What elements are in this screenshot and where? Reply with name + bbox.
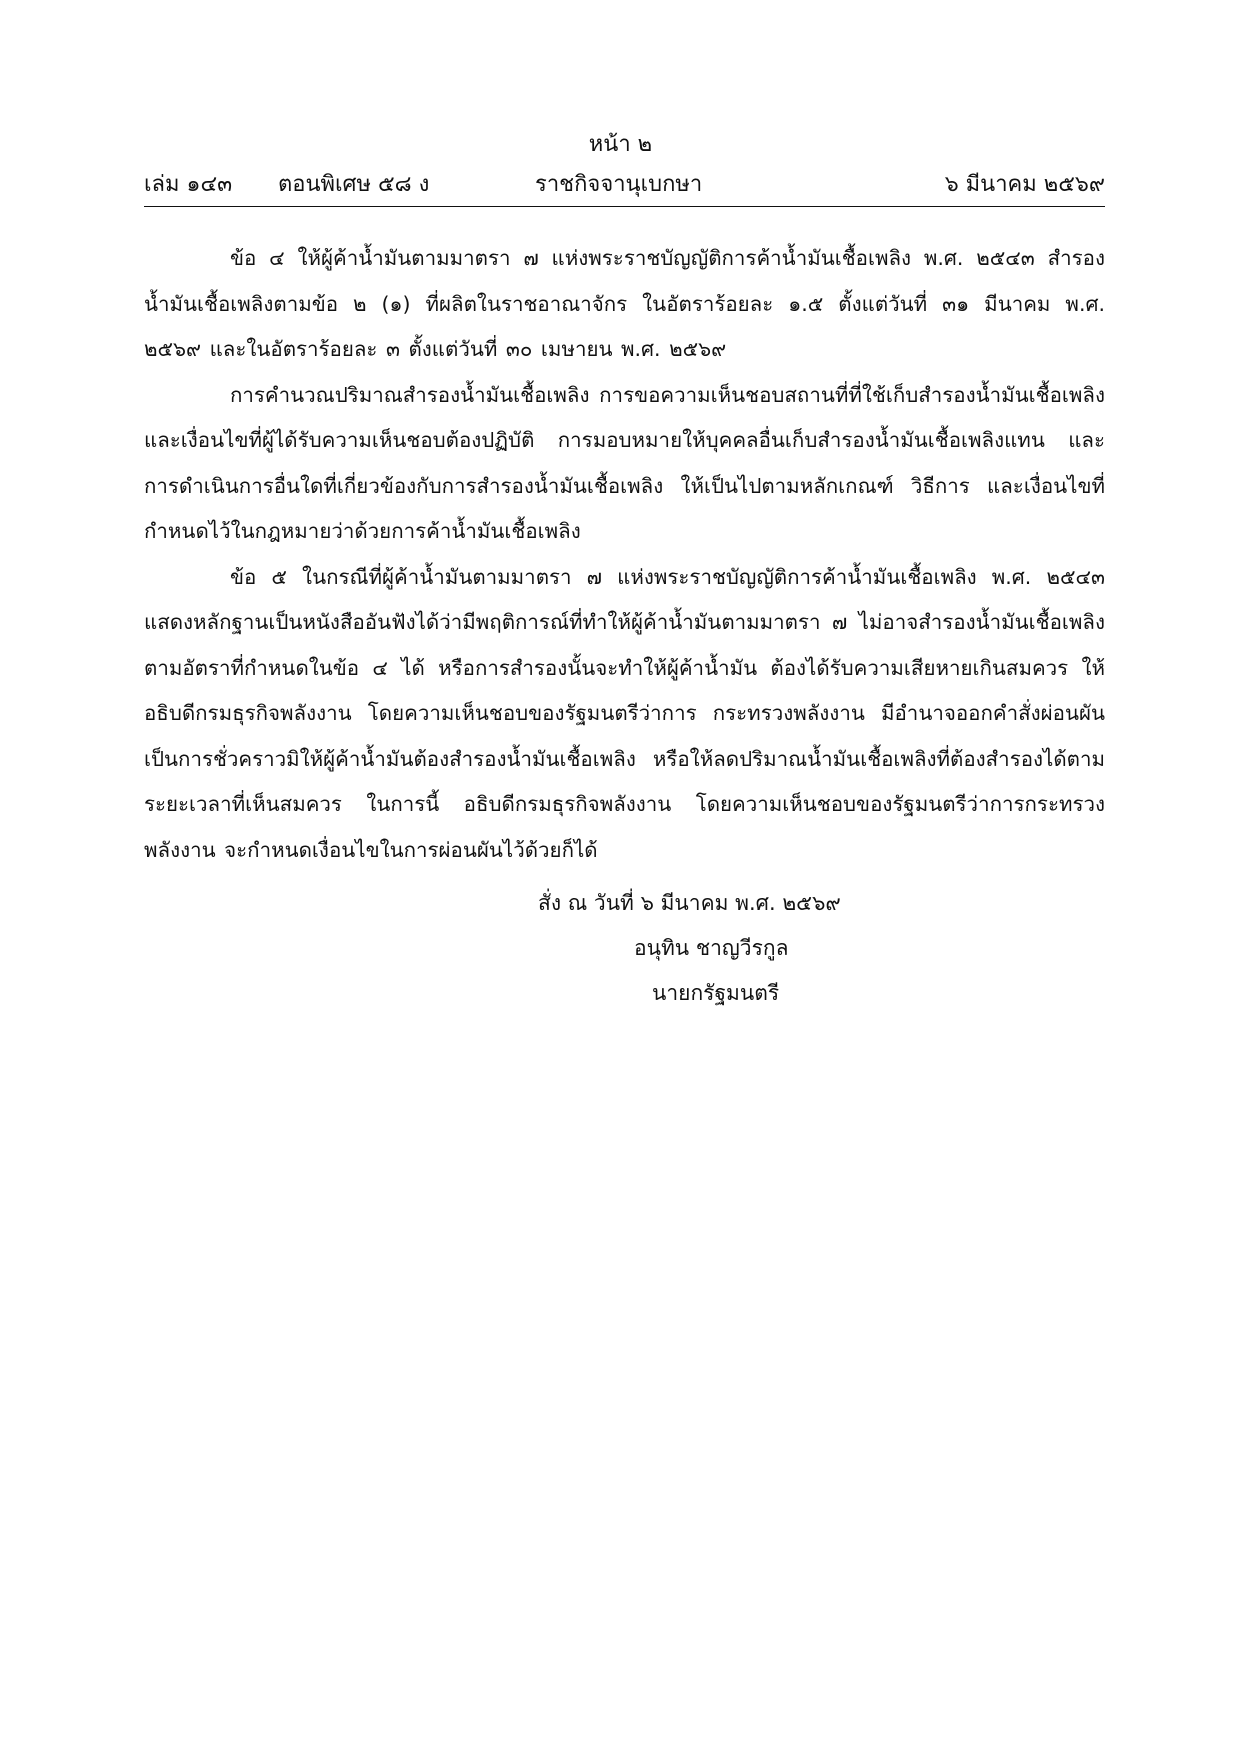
- page-number: หน้า ๒: [588, 132, 653, 157]
- signature-date: สั่ง ณ วันที่ ๖ มีนาคม พ.ศ. ๒๕๖๙: [538, 891, 841, 915]
- signatory-name: อนุทิน ชาญวีรกูล: [634, 936, 789, 960]
- header-gazette-name: ราชกิจจานุเบกษา: [535, 172, 703, 197]
- document-body: [144, 236, 1105, 873]
- paragraph-clause-4: ข้อ ๔ ให้ผู้ค้าน้ำมันตามมาตรา ๗ แห่งพระราชบัญญัติการค้าน้ำมันเชื้อเพลิง พ.ศ. ๒๕๔๓ สำรองน้ำมันเชื้อเพลิงตามข้อ ๒ (๑) ที่ผลิตในราชอาณาจักร ในอัตราร้อยละ ๑.๕ ตั้งแต่วันที่ ๓๑ มีนาคม พ.ศ. ๒๕๖๙ และในอัตราร้อยละ ๓ ตั้งแต่วันที่ ๓๐ เมษายน พ.ศ. ๒๕๖๙: [144, 246, 1105, 361]
- paragraph-clause-5: ข้อ ๕ ในกรณีที่ผู้ค้าน้ำมันตามมาตรา ๗ แห่งพระราชบัญญัติการค้าน้ำมันเชื้อเพลิง พ.ศ. ๒๕๔๓ แสดงหลักฐานเป็นหนังสืออันฟังได้ว่ามีพฤติการณ์ที่ทำให้ผู้ค้าน้ำมันตามมาตรา ๗ ไม่อาจสำรองน้ำมันเชื้อเพลิงตามอัตราที่กำหนดในข้อ ๔ ได้ หรือการสำรองนั้นจะทำให้ผู้ค้าน้ำมัน ต้องได้รับความเสียหายเกินสมควร ให้อธิบดีกรมธุรกิจพลังงาน โดยความเห็นชอบของรัฐมนตรีว่าการ กระทรวงพลังงาน มีอำนาจออกคำสั่งผ่อนผันเป็นการชั่วคราวมิให้ผู้ค้าน้ำมันต้องสำรองน้ำมันเชื้อเพลิง หรือให้ลดปริมาณน้ำมันเชื้อเพลิงที่ต้องสำรองได้ตามระยะเวลาที่เห็นสมควร ในการนี้ อธิบดีกรมธุรกิจพลังงาน โดยความเห็นชอบของรัฐมนตรีว่าการกระทรวงพลังงาน จะกำหนดเงื่อนไขในการผ่อนผันไว้ด้วยก็ได้: [144, 564, 1105, 862]
- header-volume: เล่ม ๑๔๓: [144, 172, 233, 197]
- header-issue: ตอนพิเศษ ๕๘ ง: [278, 172, 430, 197]
- header-divider: [144, 206, 1105, 207]
- header-date: ๖ มีนาคม ๒๕๖๙: [944, 172, 1105, 197]
- signatory-title: นายกรัฐมนตรี: [652, 981, 780, 1005]
- paragraph-reserve-calculation: การคำนวณปริมาณสำรองน้ำมันเชื้อเพลิง การขอความเห็นชอบสถานที่ที่ใช้เก็บสำรองน้ำมันเชื้อเพลิง และเงื่อนไขที่ผู้ได้รับความเห็นชอบต้องปฏิบัติ การมอบหมายให้บุคคลอื่นเก็บสำรองน้ำมันเชื้อเพลิงแทน และการดำเนินการอื่นใดที่เกี่ยวข้องกับการสำรองน้ำมันเชื้อเพลิง ให้เป็นไปตามหลักเกณฑ์ วิธีการ และเงื่อนไขที่กำหนดไว้ในกฎหมายว่าด้วยการค้าน้ำมันเชื้อเพลิง: [144, 382, 1105, 543]
- gazette-header: [144, 168, 1105, 202]
- signature-block: [530, 881, 950, 1016]
